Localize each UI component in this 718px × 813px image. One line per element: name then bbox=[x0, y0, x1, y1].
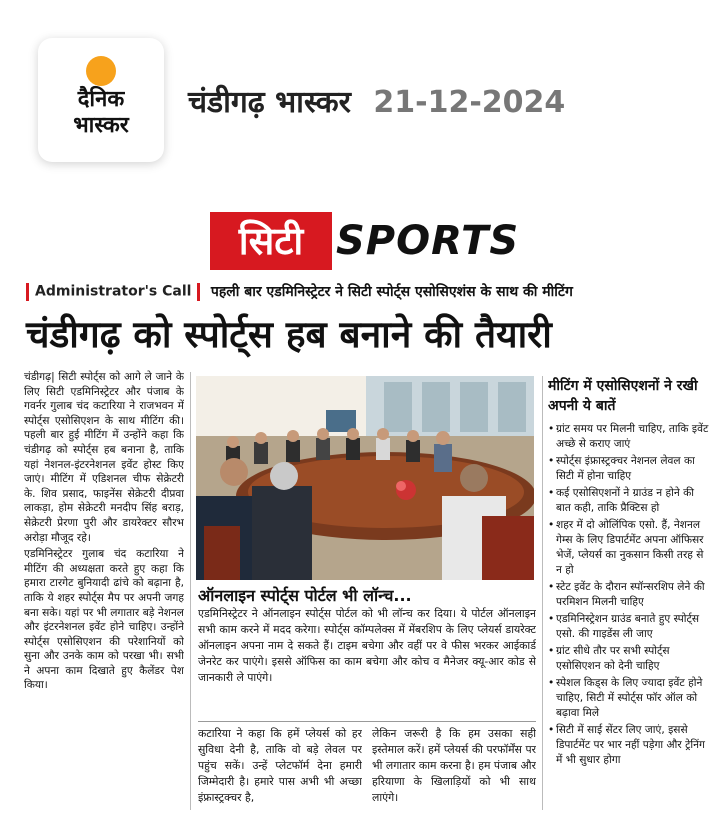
meeting-photo bbox=[196, 376, 534, 580]
list-item: • ग्रांट समय पर मिलनी चाहिए, ताकि इवेंट अच्छे से कराए जाएं bbox=[548, 422, 710, 452]
sub-text: एडमिनिस्ट्रेटर ने ऑनलाइन स्पोर्ट्स पोर्टल को भी लॉन्च कर दिया। ये पोर्टल ऑनलाइन सभी काम करने में मदद करेगा। स्पोर्ट्स कॉम्पलेक्स में मेंबरशिप के लिए प्लेयर्स डायरेक्ट ऑनलाइन अपना नाम दे सकते हैं। टाइम बचेगा और वहीं पर वे फीस भरकर आईकार्ड जेनरेट कर पाएंगे। इससे ऑफिस का काम बचेगा और कोच व मैनेजर क्यू-आर कोड से जानकारी ले पाएंगे। bbox=[198, 607, 536, 684]
right-column bbox=[548, 376, 710, 813]
left-paragraph: चंडीगढ़| सिटी स्पोर्ट्स को आगे ले जाने के लिए सिटी एडमिनिस्ट्रेटर और पंजाब के गवर्नर गुलाब चंद कटारिया ने राजभवन में स्पोर्ट्स एसोसिएशन के साथ मीटिंग की। पहली बार हुई मीटिंग में उन्होंने कहा कि चंडीगढ़ को स्पोर्ट्स हब बनाना है, ताकि यहां नेशनल-इंटरनेशनल इवेंट होस्ट किए जाएं। मीटिंग में एडिशनल चीफ सेक्रेटरी के. शिव प्रसाद, फाइनेंस सेक्रेटरी दीप्रवा लाकड़ा, होम सेक्रेटरी मनदीप सिंह बराड़, सेक्रेटरी प्रेरणा पुरी और डायरेक्टर सौरभ अरोड़ा मौजूद रहे। bbox=[24, 371, 184, 544]
list-item: • ग्रांट सीधे तौर पर सभी स्पोर्ट्स एसोसिएशन को देनी चाहिए bbox=[548, 644, 710, 674]
left-paragraph: एडमिनिस्ट्रेटर गुलाब चंद कटारिया ने मीटिंग की अध्यक्षता करते हुए कहा कि हमारा टारगेट बुनियादी ढांचे को बढ़ाना है, ताकि ये शहर स्पोर्ट्स मैप पर अपनी जगह बना सके। यहां पर भी लगातार बड़े नेशनल और इंटरनेशनल इवेंट होने चाहिए। उन्होंने स्पोर्ट्स एसोसिएशन की परेशानियों को सुना और उनके काम को परखा भी। सभी ने अपना काम दिखाते हुए कैलेंडर पेश किया। bbox=[24, 548, 184, 692]
column-divider bbox=[190, 372, 191, 810]
edition-city: चंडीगढ़ भास्कर bbox=[188, 85, 351, 120]
list-item: • सिटी में साई सेंटर लिए जाएं, इससे डिपार्टमेंट पर भार नहीं पड़ेगा और ट्रेनिंग में भी सुधार होगा bbox=[548, 723, 710, 768]
association-points-list bbox=[548, 422, 710, 768]
column-divider bbox=[542, 376, 543, 810]
right-column-heading: मीटिंग में एसोसिएशनों ने रखी अपनी ये बातें bbox=[548, 378, 698, 414]
kicker-text: पहली बार एडमिनिस्ट्रेटर ने सिटी स्पोर्ट्स एसोसिएशंस के साथ की मीटिंग bbox=[210, 284, 573, 300]
bottom-column-1: कटारिया ने कहा कि हमें प्लेयर्स को हर सुविधा देनी है, ताकि वो बड़े लेवल पर पहुंच सकें। उन्हें प्लेटफॉर्म देना हमारी जिम्मेदारी है। हमारे पास अभी भी अच्छा इंफ्रास्ट्रक्चर है, bbox=[198, 727, 362, 804]
kicker-line bbox=[26, 282, 706, 306]
banner-sports: SPORTS bbox=[336, 218, 520, 264]
left-column bbox=[24, 370, 184, 810]
edition-header bbox=[188, 80, 565, 121]
kicker-bar bbox=[197, 283, 200, 301]
logo-line2: भास्कर bbox=[73, 113, 129, 138]
kicker-bar bbox=[26, 283, 29, 301]
banner-city-tag: सिटी bbox=[210, 212, 332, 270]
dainik-bhaskar-logo bbox=[38, 38, 164, 162]
divider bbox=[198, 721, 536, 722]
list-item: • शहर में दो ओलिंपिक एसो. हैं, नेशनल गेम्स के लिए डिपार्टमेंट अपना ऑफिसर भेजें, प्लेयर्स का नुकसान किसी तरह से न हो bbox=[548, 518, 710, 578]
list-item: • स्पेशल किड्स के लिए ज्यादा इवेंट होने चाहिए, सिटी में स्पोर्ट्स फॉर ऑल को बढ़ावा मिले bbox=[548, 676, 710, 721]
meeting-photo-illustration bbox=[196, 376, 534, 580]
list-item: • एडमिनिस्ट्रेशन ग्राउंड बनाते हुए स्पोर्ट्स एसो. की गाइडेंस ली जाए bbox=[548, 612, 710, 642]
list-item: • स्टेट इवेंट के दौरान स्पॉन्सरशिप लेने की परमिशन मिलनी चाहिए bbox=[548, 580, 710, 610]
edition-date: 21-12-2024 bbox=[373, 85, 566, 120]
logo-line1: दैनिक bbox=[77, 87, 125, 112]
sub-headline: ऑनलाइन स्पोर्ट्स पोर्टल भी लॉन्च... bbox=[198, 586, 412, 605]
list-item: • कई एसोसिएशनों ने ग्राउंड न होने की बात कही, ताकि प्रैक्टिस हो bbox=[548, 486, 710, 516]
headline: चंडीगढ़ को स्पोर्ट्स हब बनाने की तैयारी bbox=[26, 313, 552, 356]
list-item: • स्पोर्ट्स इंफ्रास्ट्रक्चर नेशनल लेवल का सिटी में होना चाहिए bbox=[548, 454, 710, 484]
kicker-label: Administrator's Call bbox=[35, 283, 192, 300]
city-sports-banner bbox=[210, 212, 542, 270]
sun-icon bbox=[86, 56, 116, 86]
bottom-column-2: लेकिन जरूरी है कि हम उसका सही इस्तेमाल करें। हमें प्लेयर्स की परफॉर्मेंस पर भी लगातार काम करना है। हम पंजाब और हरियाणा के खिलाड़ियों को भी साथ लाएंगे। bbox=[372, 727, 536, 804]
